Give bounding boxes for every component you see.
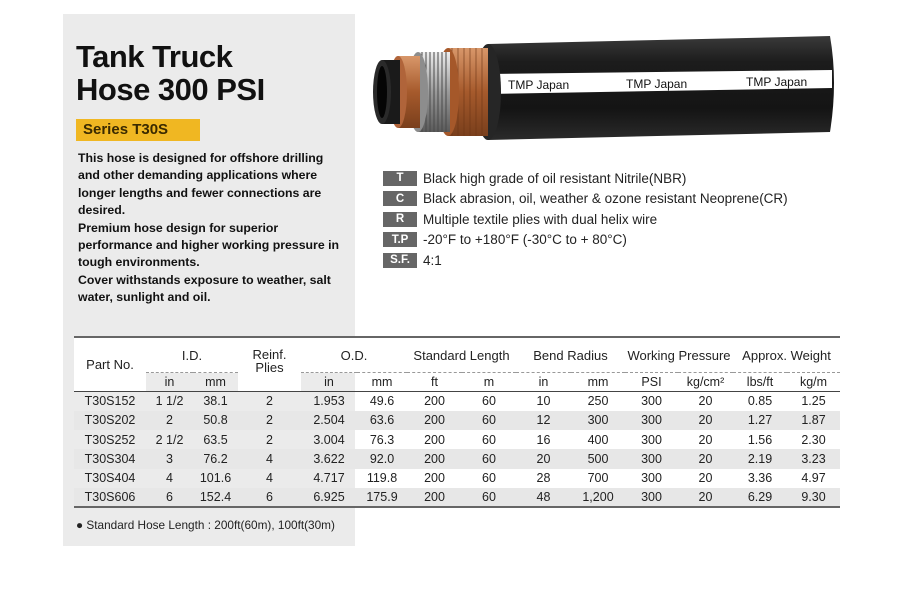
table-cell: 2.30 <box>801 432 826 447</box>
table-cell: 2 <box>266 432 273 447</box>
table-cell: 4 <box>166 471 173 486</box>
description-paragraph: Cover withstands exposure to weather, salt water, sunlight and oil. <box>78 272 331 305</box>
table-cell: 60 <box>482 432 496 447</box>
table-body <box>74 392 840 508</box>
table-row <box>74 411 840 430</box>
table-cell: 700 <box>587 471 609 486</box>
table-cell: 300 <box>625 488 678 507</box>
table-cell: 3.23 <box>787 449 840 468</box>
brand-text: TMP Japan <box>626 77 688 91</box>
table-cell: 1 1/2 <box>155 394 184 409</box>
table-cell: 63.6 <box>357 411 407 430</box>
table-cell: 2.19 <box>733 449 787 468</box>
title-line-2: Hose 300 PSI <box>76 72 265 107</box>
table-cell: 4.717 <box>313 471 345 486</box>
product-title <box>76 40 265 106</box>
unit-od-in: in <box>301 373 357 392</box>
standard-length-note: ● Standard Hose Length : 200ft(60m), 100ft(30m) <box>76 518 335 532</box>
unit-bend-mm: mm <box>571 373 625 392</box>
table-cell: 16 <box>536 432 551 447</box>
table-cell: 12 <box>516 411 571 430</box>
hose-illustration <box>368 22 838 142</box>
table-cell: 500 <box>571 449 625 468</box>
spec-code: C <box>383 191 417 206</box>
unit-weight-lb: lbs/ft <box>733 373 787 392</box>
part-number-cell: T30S304 <box>74 449 146 468</box>
spec-row-cover <box>383 189 788 210</box>
table-cell: 28 <box>536 471 551 486</box>
brand-text: TMP Japan <box>746 75 808 89</box>
part-number-cell: T30S202 <box>74 411 146 430</box>
part-number-cell: T30S152 <box>84 394 136 409</box>
table-cell: 50.8 <box>193 411 238 430</box>
table-cell: 4 <box>266 471 273 486</box>
table-cell: 175.9 <box>357 488 407 507</box>
spec-list <box>383 168 788 271</box>
table-cell: 60 <box>462 411 516 430</box>
table-cell: 200 <box>407 488 462 507</box>
title-line-1: Tank Truck <box>76 39 233 74</box>
table-cell: 200 <box>424 471 445 486</box>
unit-pressure-psi: PSI <box>625 373 678 392</box>
header-bend-radius: Bend Radius <box>516 337 625 373</box>
unit-od-mm: mm <box>357 373 407 392</box>
table-cell: 38.1 <box>203 394 228 409</box>
description-paragraph: This hose is designed for offshore drilling and other demanding applications where longer lengths and fewer connections are desired. <box>78 151 324 218</box>
table-cell: 20 <box>698 471 713 486</box>
header-id: I.D. <box>146 337 238 373</box>
table-cell: 2 <box>266 394 273 409</box>
table-cell: 1.56 <box>747 432 773 447</box>
unit-length-ft: ft <box>407 373 462 392</box>
spec-text: 4:1 <box>423 252 442 268</box>
header-length: Standard Length <box>407 337 516 373</box>
table-cell: 20 <box>698 432 713 447</box>
table-cell: 20 <box>678 449 733 468</box>
table-cell: 3.004 <box>313 432 345 447</box>
part-number-cell: T30S606 <box>74 488 146 507</box>
table-cell: 1.27 <box>733 411 787 430</box>
spec-row-safety-factor <box>383 250 788 271</box>
header-part-no: Part No. <box>74 337 146 392</box>
brand-text: TMP Japan <box>508 78 570 92</box>
table-cell: 200 <box>407 411 462 430</box>
table-cell: 1.25 <box>801 394 826 409</box>
table-row <box>74 430 840 449</box>
table-cell: 119.8 <box>366 471 398 486</box>
table-cell: 4.97 <box>801 471 826 486</box>
table-cell: 1.953 <box>313 394 345 409</box>
table-cell: 152.4 <box>193 488 238 507</box>
table-cell: 60 <box>482 471 496 486</box>
header-weight: Approx. Weight <box>733 337 840 373</box>
table-row <box>74 469 840 488</box>
table-cell: 1,200 <box>571 488 625 507</box>
description-paragraph: Premium hose design for superior performance and higher working pressure in tough environments. <box>78 220 340 270</box>
spec-row-reinforcement <box>383 209 788 230</box>
table-cell: 20 <box>678 488 733 507</box>
table-cell: 200 <box>424 432 445 447</box>
unit-bend-in: in <box>516 373 571 392</box>
table-cell: 101.6 <box>199 471 232 486</box>
header-working-pressure: Working Pressure <box>625 337 733 373</box>
spec-table <box>74 336 840 508</box>
spec-row-tube <box>383 168 788 189</box>
spec-code: R <box>383 212 417 227</box>
table-cell: 9.30 <box>787 488 840 507</box>
table-cell: 49.6 <box>369 394 395 409</box>
spec-code: T.P <box>383 232 417 247</box>
unit-length-m: m <box>462 373 516 392</box>
product-description <box>78 150 346 307</box>
table-cell: 60 <box>482 394 496 409</box>
header-od: O.D. <box>301 337 407 373</box>
table-cell: 20 <box>516 449 571 468</box>
table-cell: 48 <box>516 488 571 507</box>
table-cell: 20 <box>698 394 713 409</box>
table-cell: 300 <box>641 394 662 409</box>
table-cell: 400 <box>587 432 609 447</box>
spec-text: Multiple textile plies with dual helix wire <box>423 211 658 227</box>
table-cell: 200 <box>424 394 445 409</box>
part-number-cell: T30S404 <box>84 471 136 486</box>
table-cell: 1.87 <box>787 411 840 430</box>
table-cell: 300 <box>571 411 625 430</box>
table-cell: 63.5 <box>203 432 228 447</box>
spec-text: -20°F to +180°F (-30°C to + 80°C) <box>423 232 627 248</box>
table-cell: 76.3 <box>369 432 395 447</box>
unit-id-mm: mm <box>193 373 238 392</box>
table-row <box>74 488 840 507</box>
table-cell: 300 <box>641 432 662 447</box>
spec-text: Black high grade of oil resistant Nitrile(NBR) <box>423 170 687 186</box>
unit-weight-kg: kg/m <box>787 373 840 392</box>
table-cell: 6 <box>238 488 301 507</box>
table-cell: 3 <box>146 449 193 468</box>
spec-code: S.F. <box>383 253 417 268</box>
table-cell: 250 <box>587 394 609 409</box>
table-cell: 60 <box>462 488 516 507</box>
table-cell: 60 <box>462 449 516 468</box>
table-cell: 2 <box>146 411 193 430</box>
header-plies: Reinf. Plies <box>238 337 301 392</box>
table-row <box>74 449 840 468</box>
table-cell: 0.85 <box>747 394 773 409</box>
spec-code: T <box>383 171 417 186</box>
table-cell: 300 <box>641 471 662 486</box>
table-cell: 20 <box>678 411 733 430</box>
unit-id-in: in <box>146 373 193 392</box>
table-cell: 200 <box>407 449 462 468</box>
table-row <box>74 392 840 411</box>
spec-text: Black abrasion, oil, weather & ozone resistant Neoprene(CR) <box>423 191 788 207</box>
table-cell: 6.925 <box>301 488 357 507</box>
table-cell: 2.504 <box>301 411 357 430</box>
series-badge: Series T30S <box>76 119 200 141</box>
table-cell: 4 <box>238 449 301 468</box>
part-number-cell: T30S252 <box>84 432 136 447</box>
table-cell: 10 <box>536 394 551 409</box>
table-cell: 2 <box>238 411 301 430</box>
table-cell: 6 <box>146 488 193 507</box>
table-cell: 6.29 <box>733 488 787 507</box>
spec-row-temperature <box>383 230 788 251</box>
table-cell: 76.2 <box>193 449 238 468</box>
table-cell: 300 <box>625 449 678 468</box>
table-cell: 3.622 <box>301 449 357 468</box>
table-cell: 300 <box>625 411 678 430</box>
table-cell: 2 1/2 <box>155 432 184 447</box>
table-cell: 92.0 <box>357 449 407 468</box>
unit-pressure-kg: kg/cm² <box>678 373 733 392</box>
table-cell: 3.36 <box>747 471 773 486</box>
